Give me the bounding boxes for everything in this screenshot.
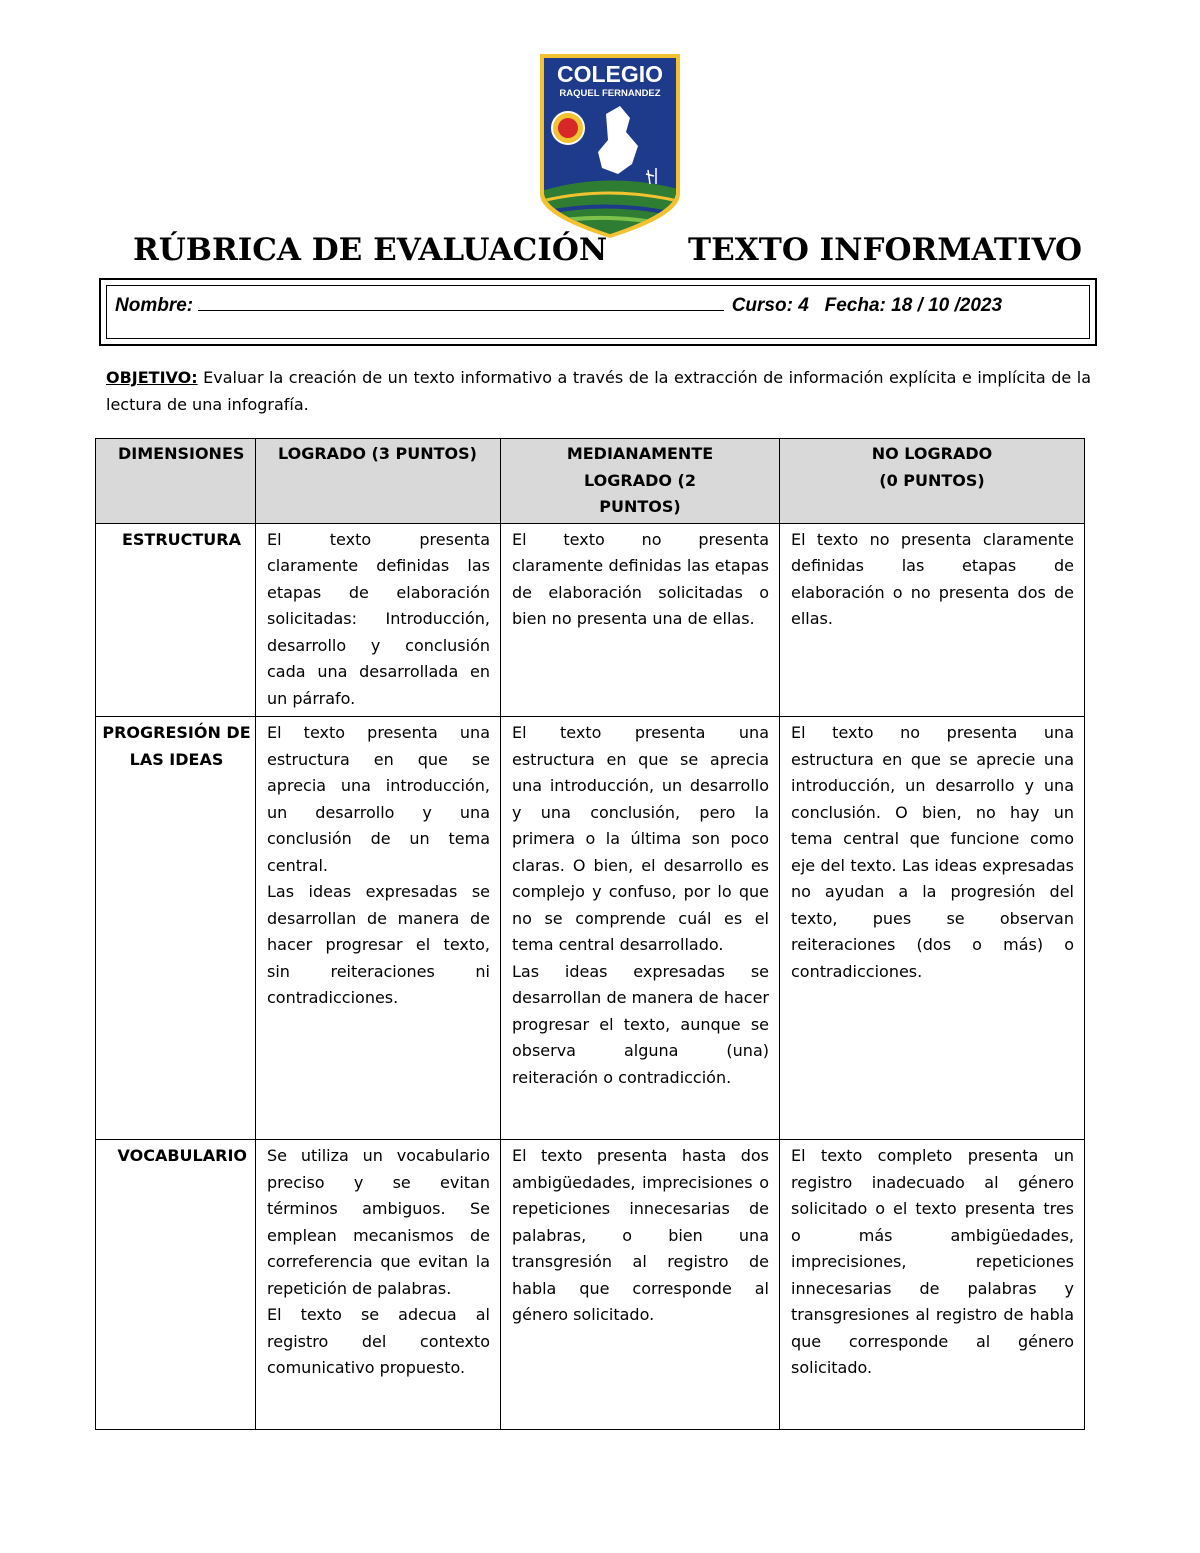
- cell-text: El texto presenta una estructura en que se aprecia una introducción, un desarrollo y una conclusión de un tema central.: [267, 723, 490, 875]
- cell-medianamente: [501, 523, 780, 717]
- cell-text: El texto presenta una estructura en que se aprecia una introducción, un desarrollo y una conclusión, pero la primera o la última son poco claras. O bien, el desarrollo es complejo y confuso, por lo que no se comprende cuál es el tema central desarrollado.: [512, 723, 769, 954]
- cell-text: El texto no presenta claramente definidas las etapas de elaboración o no presenta dos de ellas.: [791, 529, 1074, 628]
- cell-logrado: [256, 523, 501, 717]
- cell-text: El texto presenta claramente definidas las etapas de elaboración solicitadas: Introducción, desarrollo y conclusión cada una desarrollada en un párrafo.: [267, 529, 490, 708]
- cell-no-logrado: [780, 1140, 1085, 1430]
- cell-medianamente: [501, 1140, 780, 1430]
- cell-text: El texto no presenta una estructura en que se aprecie una introducción, un desarrollo y una conclusión. O bien, no hay un tema central que funcione como eje del texto. Las ideas expresadas no ayudan a la progresión del texto, pues se observan reiteraciones (dos o más) o contradicciones.: [791, 723, 1074, 981]
- cell-logrado: [256, 1140, 501, 1430]
- table-row: [96, 523, 1085, 717]
- dimension-label: VOCABULARIO: [96, 1140, 256, 1430]
- logo-subtitle: RAQUEL FERNANDEZ: [559, 88, 661, 99]
- cell-text: Se utiliza un vocabulario preciso y se evitan términos ambiguos. Se emplean mecanismos de correferencia que evitan la repetición de palabras.: [267, 1146, 490, 1298]
- cell-logrado: [256, 717, 501, 1140]
- table-row: [96, 1140, 1085, 1430]
- header-logrado: LOGRADO (3 PUNTOS): [256, 439, 501, 524]
- cell-text: El texto se adecua al registro del contexto comunicativo propuesto.: [267, 1305, 490, 1377]
- objective-label: OBJETIVO:: [106, 368, 198, 387]
- student-info-row: [115, 292, 1002, 317]
- cell-medianamente: [501, 717, 780, 1140]
- cell-text: El texto no presenta claramente definidas las etapas de elaboración solicitadas o bien no presenta una de ellas.: [512, 529, 769, 628]
- cell-no-logrado: [780, 717, 1085, 1140]
- title-right: TEXTO INFORMATIVO: [688, 232, 1082, 268]
- logo-title: COLEGIO: [556, 61, 664, 87]
- objective-text: Evaluar la creación de un texto informativo a través de la extracción de información explícita e implícita de la lectura de una infografía.: [106, 368, 1091, 414]
- rubric-table: [95, 438, 1085, 1430]
- cell-text: El texto completo presenta un registro inadecuado al género solicitado o el texto presenta tres o más ambigüedades, imprecisiones, repeticiones innecesarias de palabras y transgresiones al registro de habla que corresponde al género solicitado.: [791, 1146, 1074, 1377]
- date-label: Fecha: 18 / 10 /2023: [824, 295, 1003, 316]
- dimension-label: ESTRUCTURA: [96, 523, 256, 717]
- cell-no-logrado: [780, 523, 1085, 717]
- course-label: Curso: 4: [731, 295, 809, 316]
- student-info-box: [99, 278, 1097, 346]
- header-no-logrado: NO LOGRADO (0 PUNTOS): [780, 439, 1085, 524]
- name-field-line[interactable]: [198, 292, 724, 311]
- table-row: [96, 717, 1085, 1140]
- cell-text: Las ideas expresadas se desarrollan de manera de hacer progresar el texto, sin reiteraciones ni contradicciones.: [267, 882, 490, 1007]
- title-left: RÚBRICA DE EVALUACIÓN: [133, 232, 608, 268]
- header-medianamente: MEDIANAMENTE LOGRADO (2 PUNTOS): [501, 439, 780, 524]
- table-header-row: [96, 439, 1085, 524]
- dimension-label: PROGRESIÓN DE LAS IDEAS: [96, 717, 256, 1140]
- cell-text: El texto presenta hasta dos ambigüedades, imprecisiones o repeticiones innecesarias de palabras, o bien una transgresión al registro de habla que corresponde al género solicitado.: [512, 1146, 769, 1324]
- objective: [106, 364, 1091, 418]
- header-dimensions: DIMENSIONES: [96, 439, 256, 524]
- school-logo: [538, 52, 682, 238]
- cell-text: Las ideas expresadas se desarrollan de manera de hacer progresar el texto, aunque se observa alguna (una) reiteración o contradicción.: [512, 961, 769, 1087]
- name-label: Nombre:: [115, 295, 194, 316]
- document-title: [0, 232, 1200, 276]
